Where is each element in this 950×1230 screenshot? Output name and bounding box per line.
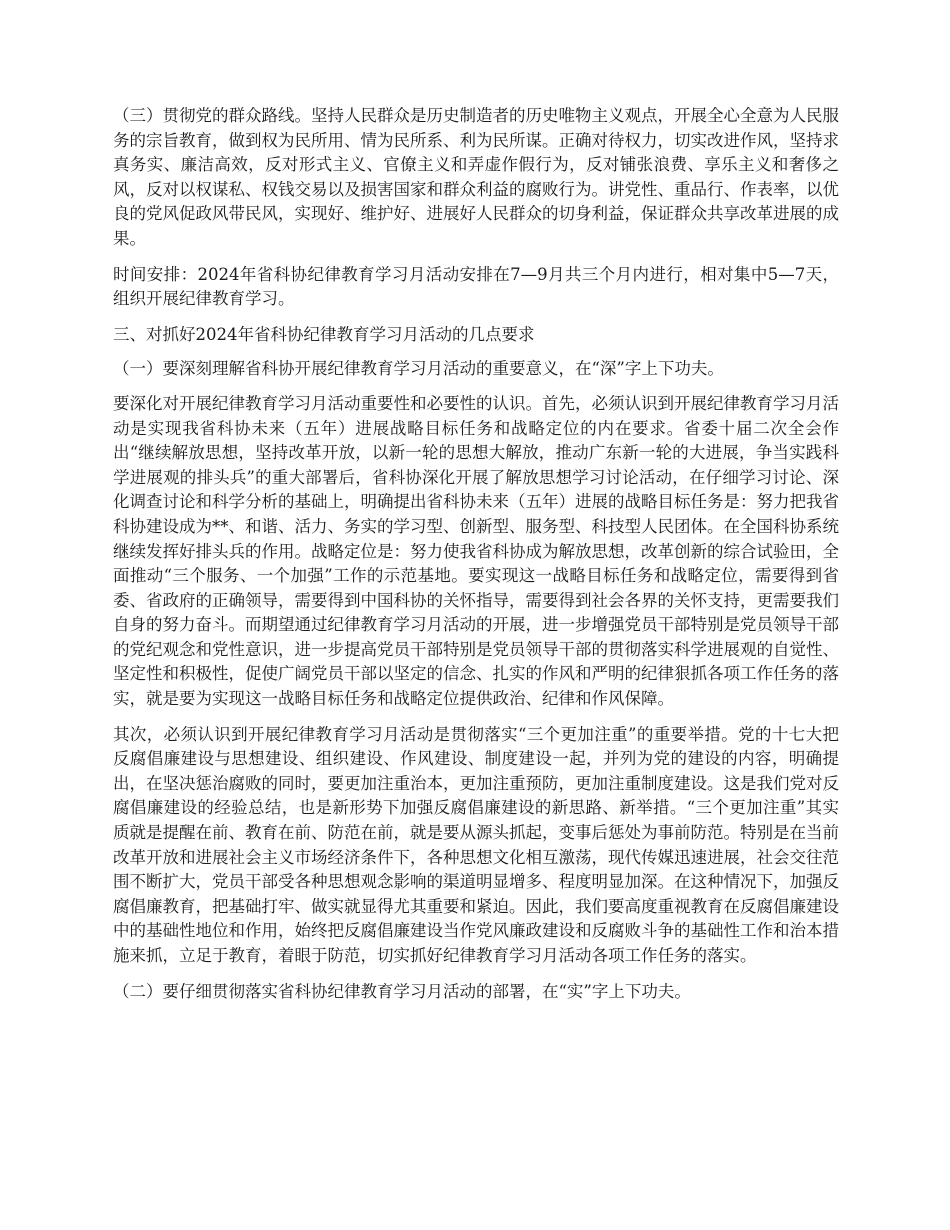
paragraph-mass-line: （三）贯彻党的群众路线。坚持人民群众是历史制造者的历史唯物主义观点，开展全心全意为人民服务的宗旨教育，做到权为民所用、情为民所系、利为民所谋。正确对待权力，切实改进作风，坚持求真务实、廉洁高效，反对形式主义、官僚主义和弄虚作假行为，反对铺张浪费、享乐主义和奢侈之风，反对以权谋私、权钱交易以及损害国家和群众利益的腐败行为。讲党性、重品行、作表率，以优良的党风促政风带民风，实现好、维护好、进展好人民群众的切身利益，保证群众共享改革进展的成果。 [113, 106, 839, 248]
paragraph-schedule: 时间安排：2024年省科协纪律教育学习月活动安排在7—9月共三个月内进行，相对集中5—7天，组织开展纪律教育学习。 [113, 264, 839, 309]
subheading-deep-understanding: （一）要深刻理解省科协开展纪律教育学习月活动的重要意义，在“深”字上下功夫。 [113, 359, 724, 379]
section-heading-requirements: 三、对抓好2024年省科协纪律教育学习月活动的几点要求 [113, 324, 535, 344]
paragraph-three-emphases: 其次，必须认识到开展纪律教育学习月活动是贯彻落实“三个更加注重”的重要举措。党的十七大把反腐倡廉建设与思想建设、组织建设、作风建设、制度建设一起，并列为党的建设的内容，明确提出，在坚决惩治腐败的同时，要更加注重治本，更加注重预防，更加注重制度建设。这是我们党对反腐倡廉建设的经验总结，也是新形势下加强反腐倡廉建设的新思路、新举措。“三个更加注重”其实质就是提醒在前、教育在前、防范在前，就是要从源头抓起，变事后惩处为事前防范。特别是在当前改革开放和进展社会主义市场经济条件下，各种思想文化相互激荡，现代传媒迅速进展，社会交往范围不断扩大，党员干部受各种思想观念影响的渠道明显增多、程度明显加深。在这种情况下，加强反腐倡廉教育，把基础打牢、做实就显得尤其重要和紧迫。因此，我们要高度重视教育在反腐倡廉建设中的基础性地位和作用，始终把反腐倡廉建设当作党风廉政建设和反腐败斗争的基础性工作和治本措施来抓，立足于教育，着眼于防范，切实抓好纪律教育学习月活动各项工作任务的落实。 [113, 724, 839, 965]
subheading-implementation: （二）要仔细贯彻落实省科协纪律教育学习月活动的部署，在“实”字上下功夫。 [113, 981, 691, 1001]
document-body [113, 104, 839, 1014]
paragraph-importance: 要深化对开展纪律教育学习月活动重要性和必要性的认识。首先，必须认识到开展纪律教育学习月活动是实现我省科协未来（五年）进展战略目标任务和战略定位的内在要求。省委十届二次全会作出“继续解放思想，坚持改革开放，以新一轮的思想大解放，推动广东新一轮的大进展，争当实践科学进展观的排头兵”的重大部署后，省科协深化开展了解放思想学习讨论活动，在仔细学习讨论、深化调查讨论和科学分析的基础上，明确提出省科协未来（五年）进展的战略目标任务是：努力把我省科协建设成为**、和谐、活力、务实的学习型、创新型、服务型、科技型人民团体。在全国科协系统继续发挥好排头兵的作用。战略定位是：努力使我省科协成为解放思想，改革创新的综合试验田，全面推动“三个服务、一个加强”工作的示范基地。要实现这一战略目标任务和战略定位，需要得到省委、省政府的正确领导，需要得到中国科协的关怀指导，需要得到社会各界的关怀支持，更需要我们自身的努力奋斗。而期望通过纪律教育学习月活动的开展，进一步增强党员干部特别是党员领导干部的党纪观念和党性意识，进一步提高党员干部特别是党员领导干部的贯彻落实科学进展观的自觉性、坚定性和积极性，促使广阔党员干部以坚定的信念、扎实的作风和严明的纪律狠抓各项工作任务的落实，就是要为实现这一战略目标任务和战略定位提供政治、纪律和作风保障。 [113, 393, 839, 709]
